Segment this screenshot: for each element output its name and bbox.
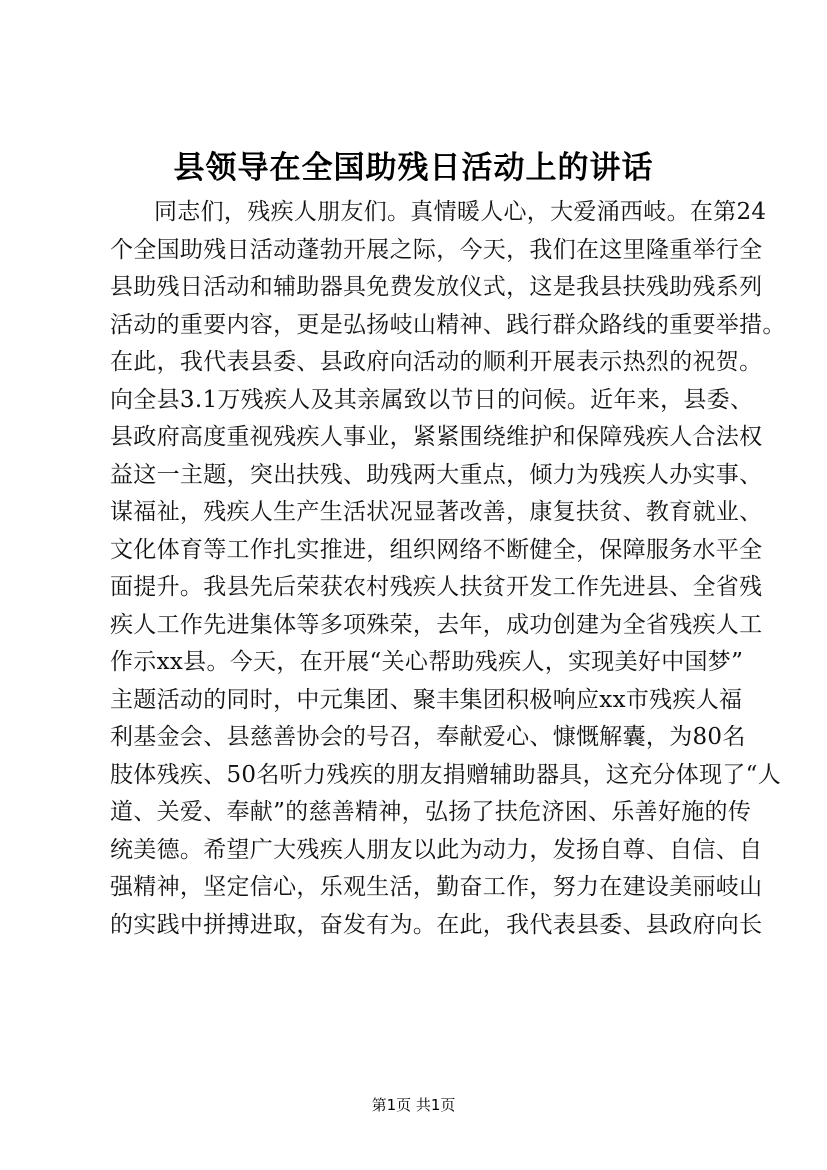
- page-footer: 第1页 共1页: [371, 1096, 456, 1114]
- body-line: 统美德。希望广大残疾人朋友以此为动力，发扬自尊、自信、自: [110, 836, 763, 863]
- document-body: [110, 194, 786, 944]
- body-line: 强精神，坚定信心，乐观生活，勤奋工作，努力在建设美丽岐山: [110, 874, 763, 900]
- body-line: 活动的重要内容，更是弘扬岐山精神、践行群众路线的重要举措。: [110, 311, 786, 338]
- body-line: 个全国助残日活动蓬勃开展之际，今天，我们在这里隆重举行全: [110, 236, 763, 263]
- body-line: 主题活动的同时，中元集团、聚丰集团积极响应xx市残疾人福: [110, 686, 743, 713]
- body-line: 向全县3.1万残疾人及其亲属致以节日的问候。近年来，县委、: [110, 386, 754, 413]
- body-line: 面提升。我县先后荣获农村残疾人扶贫开发工作先进县、全省残: [110, 574, 763, 600]
- body-line: 的实践中拼搏进取，奋发有为。在此，我代表县委、县政府向长: [110, 911, 763, 938]
- body-line: 在此，我代表县委、县政府向活动的顺利开展表示热烈的祝贺。: [110, 349, 763, 375]
- body-line: 利基金会、县慈善协会的号召，奉献爱心、慷慨解囊，为80名: [110, 724, 746, 750]
- body-line: 县助残日活动和辅助器具免费发放仪式，这是我县扶残助残系列: [110, 274, 763, 300]
- body-line: 谋福祉，残疾人生产生活状况显著改善，康复扶贫、教育就业、: [110, 499, 763, 525]
- body-line: 益这一主题，突出扶残、助残两大重点，倾力为残疾人办实事、: [110, 461, 763, 488]
- body-line: 同志们，残疾人朋友们。真情暖人心，大爱涌西岐。在第24: [154, 199, 767, 225]
- body-line: 作示xx县。今天，在开展“关心帮助残疾人，实现美好中国梦”: [110, 649, 744, 675]
- body-line: 肢体残疾、50名听力残疾的朋友捐赠辅助器具，这充分体现了“人: [110, 761, 782, 788]
- body-line: 道、关爱、奉献”的慈善精神，弘扬了扶危济困、乐善好施的传: [110, 799, 752, 825]
- document-title: 县领导在全国助残日活动上的讲话: [173, 150, 654, 186]
- body-line: 疾人工作先进集体等多项殊荣，去年，成功创建为全省残疾人工: [110, 611, 763, 638]
- body-line: 县政府高度重视残疾人事业，紧紧围绕维护和保障残疾人合法权: [110, 424, 763, 450]
- body-line: 文化体育等工作扎实推进，组织网络不断健全，保障服务水平全: [110, 536, 763, 563]
